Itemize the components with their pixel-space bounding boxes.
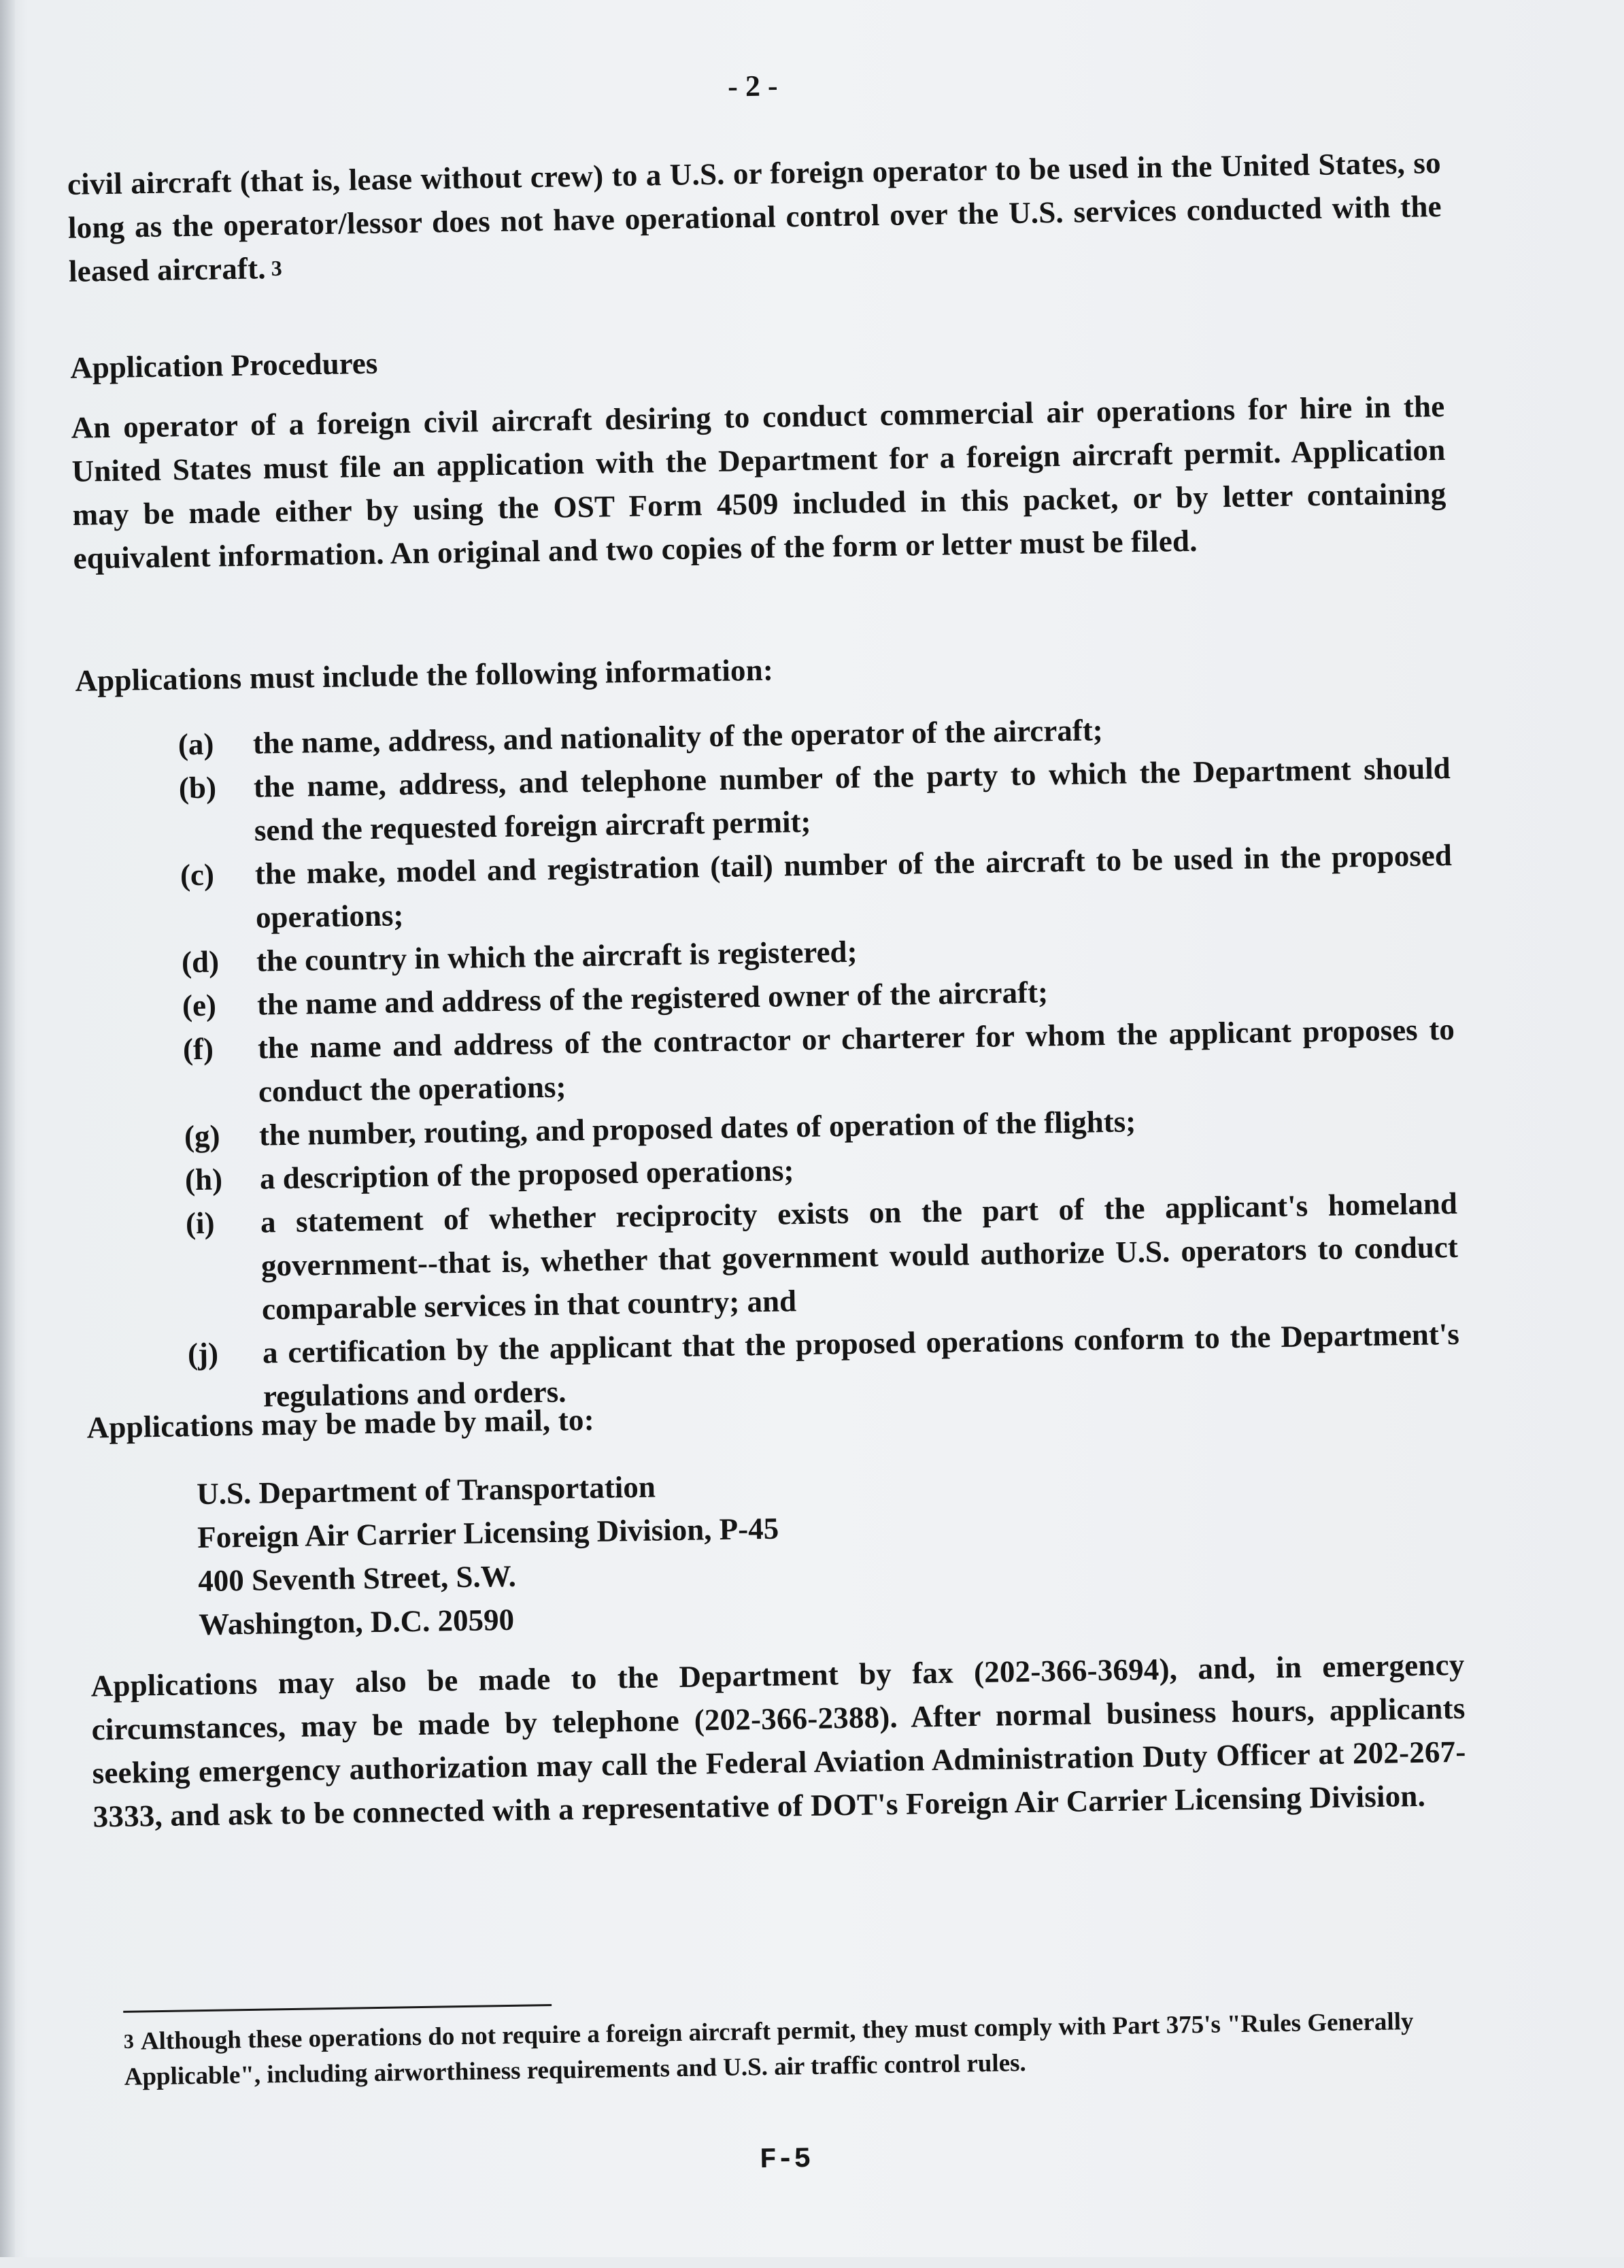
list-item-text: a statement of whether reciprocity exists on the part of the applicant's homeland government--that is, whether that government would authorize U.S. operators to conduct comparable services in that country; and xyxy=(260,1186,1459,1327)
mailing-address xyxy=(197,1455,1287,1646)
address-line: Foreign Air Carrier Licensing Division, P-45 xyxy=(197,1511,779,1555)
section-heading: Application Procedures xyxy=(69,346,378,385)
list-item-text: the make, model and registration (tail) number of the aircraft to be used in the proposed operations; xyxy=(254,837,1453,935)
page-number: - 2 - xyxy=(727,69,778,103)
mail-intro: Applications may be made by mail, to: xyxy=(86,1402,595,1445)
list-item-letter: (i) xyxy=(185,1205,215,1241)
requirements-list xyxy=(177,703,1460,1419)
list-item xyxy=(185,1182,1459,1332)
list-item-letter: (f) xyxy=(182,1031,214,1067)
list-item-text: the name, address, and telephone number of the party to which the Department should send the requested foreign aircraft permit; xyxy=(253,750,1451,848)
footnote-divider xyxy=(123,2004,552,2013)
list-item-text: the name and address of the registered owner of the aircraft; xyxy=(256,975,1049,1022)
list-item-letter: (g) xyxy=(184,1118,220,1154)
procedure-paragraph: An operator of a foreign civil aircraft desiring to conduct commercial air operations for hire in the United States must file an application with the Department for a foreign aircraft permit. Application may be made either by using the OST Form 4509 included in this packet, or by letter containing equivalent information. An original and two copies of the form or letter must be filed. xyxy=(71,389,1447,576)
list-item-text: a certification by the applicant that the proposed operations conform to the Department's regulations and orders. xyxy=(262,1316,1460,1414)
page-content xyxy=(65,0,1474,2268)
list-item-letter: (j) xyxy=(187,1336,219,1371)
list-item-letter: (h) xyxy=(184,1162,223,1197)
footnote-reference: 3 xyxy=(271,255,283,281)
list-item-text: a description of the proposed operations; xyxy=(259,1153,794,1196)
list-item-letter: (d) xyxy=(181,944,220,980)
list-item-text: the name and address of the contractor or charterer for whom the applicant proposes to conduct the operations; xyxy=(257,1012,1455,1109)
list-item-text: the name, address, and nationality of the operator of the aircraft; xyxy=(252,713,1104,761)
page-binding-edge xyxy=(0,0,15,2257)
list-item-letter: (a) xyxy=(177,727,214,762)
address-line: Washington, D.C. 20590 xyxy=(198,1602,515,1642)
address-line: 400 Seventh Street, S.W. xyxy=(197,1558,517,1599)
contact-paragraph: Applications may also be made to the Department by fax (202-366-3694), and, in emergency circumstances, may be made by telephone (202-366-2388). After normal business hours, applicants seeking emergency authorization may call the Federal Aviation Administration Duty Officer at 202-267-3333, and ask to be connected with a representative of DOT's Foreign Air Carrier Licensing Division. xyxy=(90,1647,1466,1834)
list-item-letter: (b) xyxy=(178,770,217,805)
footnote xyxy=(123,2003,1470,2095)
footnote-number: 3 xyxy=(123,2030,135,2053)
list-item-letter: (c) xyxy=(180,857,215,893)
address-line: U.S. Department of Transportation xyxy=(196,1469,656,1512)
requirements-intro: Applications must include the following information: xyxy=(75,652,774,698)
intro-paragraph xyxy=(67,141,1442,293)
list-item-text: the country in which the aircraft is registered; xyxy=(256,934,858,978)
list-item-text: the number, routing, and proposed dates of operation of the flights; xyxy=(258,1104,1136,1152)
footnote-text: Although these operations do not require a foreign aircraft permit, they must comply with Part 375's "Rules Generally Applicable", including airworthiness requirements and U.S. air traffic control rules. xyxy=(124,2007,1414,2091)
folio-number: F-5 xyxy=(759,2143,811,2177)
list-item-letter: (e) xyxy=(182,988,217,1023)
intro-text: civil aircraft (that is, lease without crew) to a U.S. or foreign operator to be used in the United States, so long as the operator/lessor does not have operational control over the U.S. services conducted with the leased aircraft. xyxy=(67,146,1442,288)
